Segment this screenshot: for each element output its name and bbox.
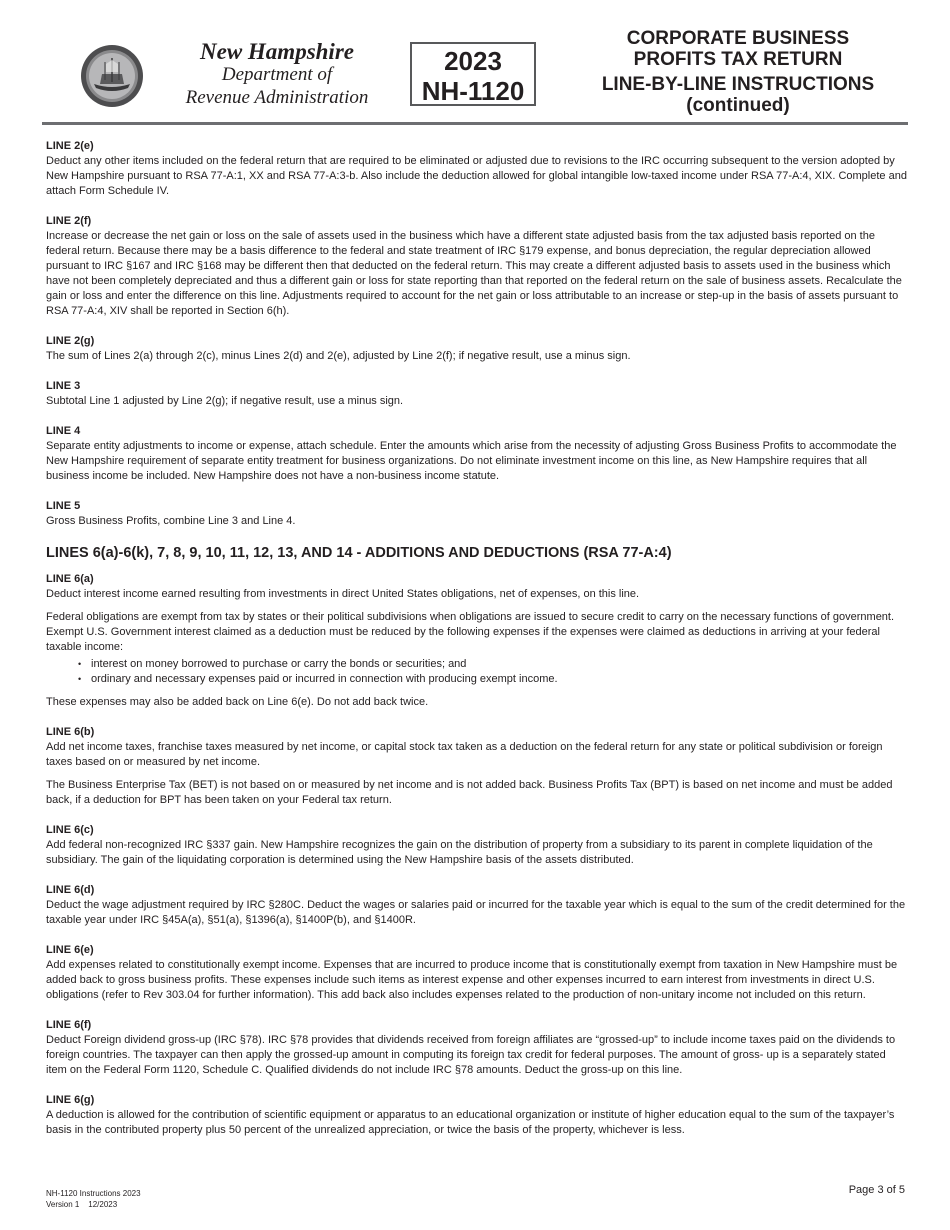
section-paragraph: The sum of Lines 2(a) through 2(c), minus Lines 2(d) and 2(e), adjusted by Line 2(f); if negative result, use a minus sign. — [46, 350, 631, 362]
section-paragraph: Deduct any other items included on the federal return that are required to be eliminated or adjusted due to revisions to the IRC occurring subsequent to the version adopted by New Hampshire pursuant to RSA 77-A:1, XX and RSA 77-A:3-b. Also include the deduction allowed for global intangible low-taxed income under RSA 77-A:4, XIX. Complete and attach Form Schedule IV. — [46, 155, 907, 197]
document-title — [590, 28, 886, 116]
form-number: NH-1120 — [421, 76, 525, 106]
section-line-6-e — [46, 943, 908, 1003]
list-item: • interest on money borrowed to purchase or carry the bonds or securities; and — [91, 657, 908, 672]
section-line-2-g — [46, 334, 908, 364]
section-paragraph: Gross Business Profits, combine Line 3 and Line 4. — [46, 515, 296, 527]
header-divider — [42, 122, 908, 125]
list-item: • ordinary and necessary expenses paid or incurred in connection with producing exempt income. — [91, 672, 908, 687]
section-line-6-g — [46, 1093, 908, 1138]
section-heading: LINE 6(e) — [46, 944, 94, 956]
section-paragraph: A deduction is allowed for the contribution of scientific equipment or apparatus to an educational organization or institute of higher education equal to the sum of the taxpayer’s basis in the contributed property plus 50 percent of the unrealized appreciation, or twice the basis of the property, whichever is less. — [46, 1109, 895, 1136]
page-number: Page 3 of 5 — [848, 1184, 905, 1196]
section-line-5 — [46, 499, 908, 529]
section-line-6-f — [46, 1018, 908, 1078]
agency-name: New Hampshire — [200, 39, 354, 64]
section-heading: LINE 6(a) — [46, 573, 94, 585]
section-paragraph: Deduct Foreign dividend gross-up (IRC §78). IRC §78 provides that dividends received from foreign affiliates are “grossed-up” to include income taxes paid on the dividends to foreign countries. The taxpayer can then apply the grossed-up amount in computing its foreign tax credit for federal purposes. The amount of gross- up is a separately stated item on the Federal Form 1120, Schedule C. Qualified dividends do not include IRC §78 amounts. Deduct the gross-up on this line. — [46, 1034, 896, 1076]
section-paragraph: Separate entity adjustments to income or expense, attach schedule. Enter the amounts which arise from the necessity of adjusting Gross Business Profits to accommodate the New Hampshire requirement of separate entity treatment for business organizations. Do not eliminate investment income on this line, as New Hampshire requires that all business income be included. New Hampshire does not have a non-business income statute. — [46, 440, 897, 482]
section-heading: LINE 5 — [46, 500, 81, 512]
section-paragraph: These expenses may also be added back on Line 6(e). Do not add back twice. — [46, 696, 429, 708]
section-heading: LINE 6(c) — [46, 824, 94, 836]
title-line-4: (continued) — [686, 95, 790, 116]
footer-version: Version 1 12/2023 — [46, 1200, 118, 1209]
section-paragraph: Add net income taxes, franchise taxes measured by net income, or capital stock tax taken as a deduction on the federal return for any state or political subdivision or foreign taxes based on or measured by net income. — [46, 741, 883, 768]
state-seal-icon — [80, 44, 144, 108]
section-heading: LINE 2(e) — [46, 140, 94, 152]
page-header — [0, 0, 950, 130]
section-line-6-b — [46, 725, 908, 808]
expense-list — [46, 657, 908, 687]
form-year: 2023 — [444, 46, 502, 76]
section-heading: LINE 6(b) — [46, 726, 95, 738]
section-line-3 — [46, 379, 908, 409]
section-heading: LINE 2(f) — [46, 215, 92, 227]
section-heading: LINE 2(g) — [46, 335, 95, 347]
section-paragraph: Add federal non-recognized IRC §337 gain. New Hampshire recognizes the gain on the distribution of property from a subsidiary to its parent in complete liquidation of the subsidiary. The gain of the liquidating corporation is determined using the New Hampshire basis of the assets distributed. — [46, 839, 873, 866]
agency-division: Revenue Administration — [185, 87, 369, 108]
title-line-1: CORPORATE BUSINESS — [626, 28, 850, 49]
section-heading: LINE 6(g) — [46, 1094, 95, 1106]
title-line-2: PROFITS TAX RETURN — [633, 49, 843, 70]
section-line-6-d — [46, 883, 908, 928]
section-line-2-f — [46, 214, 908, 319]
title-line-3: LINE-BY-LINE INSTRUCTIONS — [601, 74, 875, 95]
section-line-6a — [46, 572, 908, 710]
footer-doc-name: NH-1120 Instructions 2023 — [46, 1189, 141, 1198]
section-paragraph: The Business Enterprise Tax (BET) is not based on or measured by net income and is not added back. Business Profits Tax (BPT) is based on net income and must be added back, if a deduction for BPT has been taken on your Federal tax return. — [46, 779, 893, 806]
section-heading: LINE 4 — [46, 425, 81, 437]
line-2-5-sections — [46, 139, 908, 529]
instructions-body — [46, 139, 908, 1153]
agency-department: Department of — [221, 64, 333, 85]
section-paragraph: Add expenses related to constitutionally exempt income. Expenses that are incurred to produce income that is constitutionally exempt from taxation in New Hampshire must be added back to gross business profits. These expenses include such items as interest expense and other expenses incurred to earn interest from investments in direct U.S. obligations (refer to Rev 303.04 for further information). This add back also includes expenses related to the production of non-unitary income not included on this return. — [46, 959, 898, 1001]
section-line-2-e — [46, 139, 908, 199]
section-paragraph: Federal obligations are exempt from tax by states or their political subdivisions when obligations are issued to secure credit to carry on the necessary functions of government. Exempt U.S. Government interest claimed as a deduction must be reduced by the following expenses if the expenses were claimed as deductions in arriving at your federal taxable income: — [46, 611, 895, 653]
section-paragraph: Deduct interest income earned resulting from investments in direct United States obligations, net of expenses, on this line. — [46, 588, 640, 600]
agency-block — [162, 40, 392, 109]
section-paragraph: Deduct the wage adjustment required by IRC §280C. Deduct the wages or salaries paid or incurred for the taxable year which is equal to the sum of the credit determined for the taxable year under IRC §45A(a), §51(a), §1396(a), §1400P(b), and §1400R. — [46, 899, 906, 926]
footer-doc-info — [46, 1188, 141, 1210]
line-6-sections — [46, 725, 908, 1138]
form-id-box — [410, 42, 536, 106]
section-paragraph: Subtotal Line 1 adjusted by Line 2(g); if negative result, use a minus sign. — [46, 395, 404, 407]
section-line-4 — [46, 424, 908, 484]
additions-deductions-heading: LINES 6(a)-6(k), 7, 8, 9, 10, 11, 12, 13, AND 14 - ADDITIONS AND DEDUCTIONS (RSA 77-A:4) — [46, 545, 672, 561]
section-heading: LINE 3 — [46, 380, 81, 392]
section-heading: LINE 6(f) — [46, 1019, 92, 1031]
section-heading: LINE 6(d) — [46, 884, 95, 896]
section-paragraph: Increase or decrease the net gain or loss on the sale of assets used in the business which have a different state adjusted basis from the tax adjusted basis reported on the federal return. Because there may be a basis difference to the federal and state treatment of IRC §179 expense, and bonus depreciation, the regular depreciation allowed pursuant to IRC §167 and IRC §168 may be different then that deducted on the federal return. This may create a different adjusted basis to assets used in the business which have not been completely depreciated and thus a different gain or loss for state reporting than that reported on the federal return on the sale of business assets. Recalculate the gain or loss and enter the difference on this line. Adjustments required to account for the net gain or loss attributable to an increase or step-up in the basis of assets pursuant to RSA 77-A:4, XIV shall be reported in Section 6(h). — [46, 230, 902, 317]
section-line-6-c — [46, 823, 908, 868]
